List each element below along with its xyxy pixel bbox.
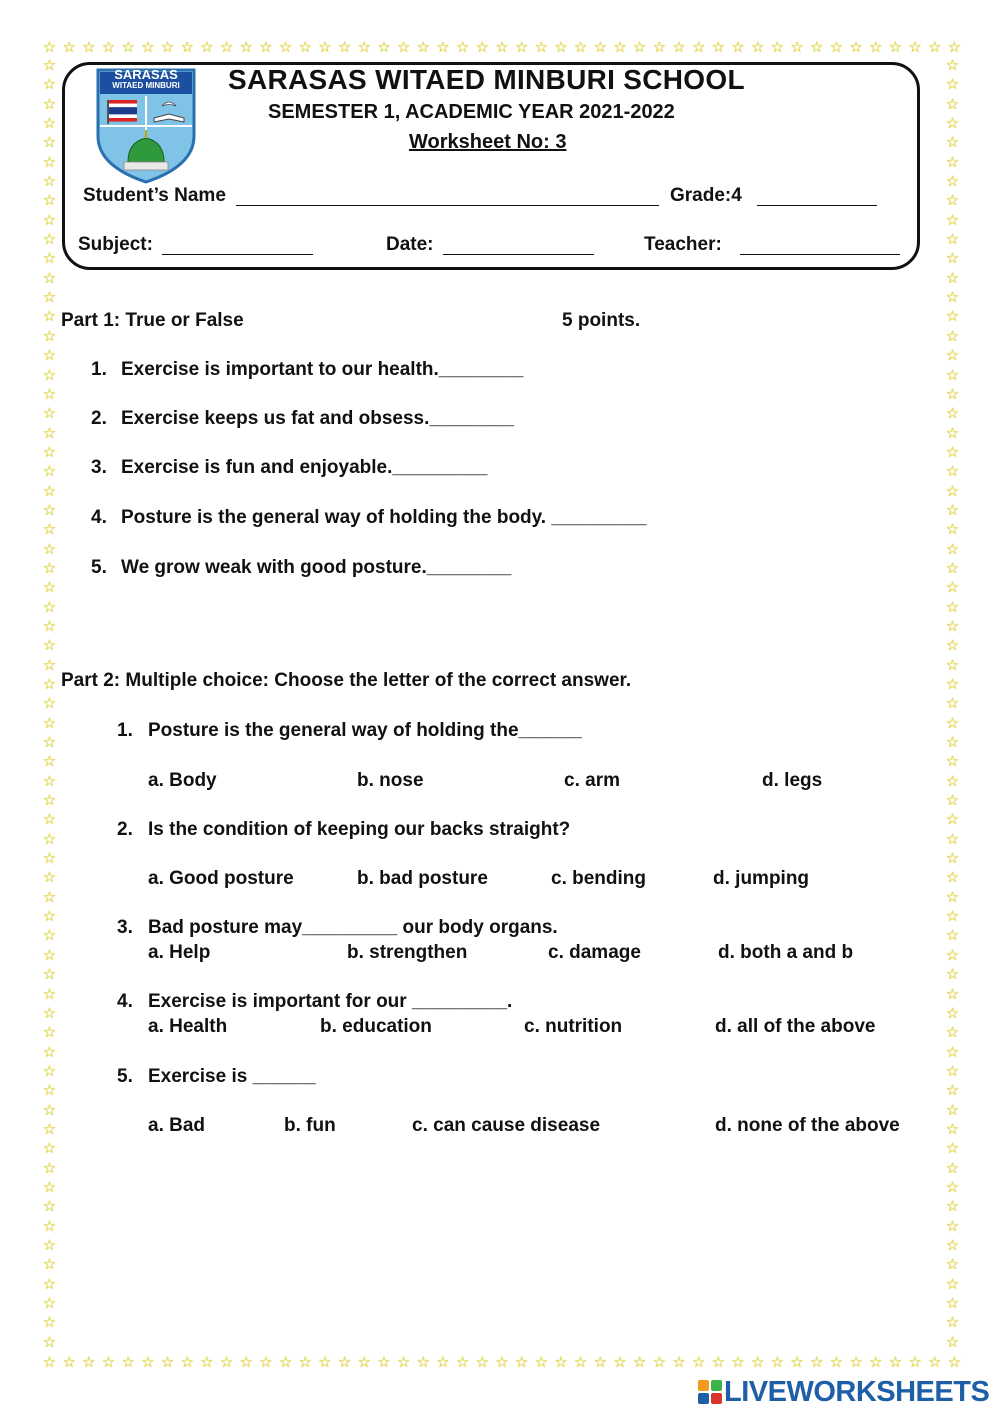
star-icon: ☆ [711, 1353, 726, 1371]
star-icon: ☆ [298, 38, 312, 56]
star-icon: ☆ [42, 733, 57, 752]
star-icon: ☆ [180, 38, 194, 56]
star-icon: ☆ [711, 38, 726, 56]
star-icon: ☆ [945, 1216, 960, 1235]
star-icon: ☆ [945, 326, 960, 345]
star-icon: ☆ [42, 75, 57, 94]
star-icon: ☆ [652, 1353, 667, 1371]
star-icon: ☆ [42, 172, 57, 191]
star-icon: ☆ [945, 1235, 960, 1254]
star-icon: ☆ [180, 1353, 194, 1371]
star-icon: ☆ [42, 423, 57, 442]
star-icon: ☆ [945, 307, 960, 326]
star-icon: ☆ [337, 38, 352, 56]
star-icon: ☆ [42, 539, 57, 558]
star-icon: ☆ [42, 1235, 57, 1254]
star-icon: ☆ [416, 38, 430, 56]
option-b[interactable]: b. bad posture [357, 868, 488, 889]
star-icon: ☆ [809, 38, 824, 56]
star-icon: ☆ [945, 868, 960, 887]
star-icon: ☆ [945, 230, 960, 249]
star-icon: ☆ [945, 1023, 960, 1042]
star-icon: ☆ [42, 1023, 57, 1042]
star-icon: ☆ [945, 675, 960, 693]
star-icon: ☆ [945, 94, 960, 113]
star-icon: ☆ [945, 172, 960, 191]
star-icon: ☆ [945, 133, 960, 152]
star-icon: ☆ [613, 38, 627, 56]
star-icon: ☆ [42, 1119, 57, 1138]
question-text: Is the condition of keeping our backs straight? [148, 819, 571, 840]
star-icon: ☆ [945, 1197, 960, 1216]
star-border-right [945, 58, 960, 1350]
star-icon: ☆ [42, 307, 57, 326]
star-icon: ☆ [945, 1294, 960, 1312]
option-d[interactable]: d. none of the above [715, 1115, 900, 1136]
star-icon: ☆ [593, 38, 608, 56]
option-b[interactable]: b. education [320, 1016, 432, 1037]
star-icon: ☆ [534, 1353, 549, 1371]
option-d[interactable]: d. legs [762, 770, 823, 791]
star-icon: ☆ [42, 230, 57, 249]
star-icon: ☆ [945, 539, 960, 558]
star-icon: ☆ [396, 1353, 411, 1371]
star-icon: ☆ [239, 1353, 253, 1371]
star-icon: ☆ [42, 578, 57, 597]
star-icon: ☆ [928, 38, 942, 56]
star-icon: ☆ [42, 1081, 57, 1100]
star-icon: ☆ [945, 1332, 960, 1351]
date-label: Date: [386, 234, 434, 255]
star-icon: ☆ [945, 1061, 960, 1080]
option-a[interactable]: a. Help [148, 942, 211, 963]
star-icon: ☆ [945, 152, 960, 171]
star-icon: ☆ [945, 1177, 960, 1196]
star-icon: ☆ [42, 1255, 57, 1274]
star-icon: ☆ [42, 752, 57, 771]
star-icon: ☆ [945, 733, 960, 752]
student-name-line[interactable] [236, 205, 659, 206]
star-icon: ☆ [42, 1158, 57, 1177]
star-icon: ☆ [908, 38, 922, 56]
star-icon: ☆ [829, 38, 844, 56]
star-icon: ☆ [945, 210, 960, 229]
star-icon: ☆ [42, 887, 57, 906]
star-icon: ☆ [945, 1119, 960, 1138]
star-icon: ☆ [42, 346, 57, 365]
grade-label: Grade:4 [670, 185, 742, 206]
star-icon: ☆ [945, 384, 960, 403]
star-icon: ☆ [790, 1353, 804, 1371]
star-icon: ☆ [790, 38, 804, 56]
part1-item-number: 5. [91, 557, 107, 578]
star-icon: ☆ [259, 1353, 273, 1371]
star-icon: ☆ [945, 984, 960, 1003]
option-c[interactable]: c. damage [548, 942, 641, 963]
star-icon: ☆ [62, 38, 76, 56]
star-icon: ☆ [101, 38, 116, 56]
star-icon: ☆ [888, 1353, 903, 1371]
star-icon: ☆ [632, 38, 647, 56]
star-icon: ☆ [239, 38, 253, 56]
option-b[interactable]: b. strengthen [347, 942, 468, 963]
option-c[interactable]: c. nutrition [524, 1016, 623, 1037]
star-icon: ☆ [377, 38, 391, 56]
star-icon: ☆ [514, 1353, 529, 1371]
star-icon: ☆ [42, 771, 57, 790]
star-icon: ☆ [691, 1353, 706, 1371]
star-icon: ☆ [42, 1294, 57, 1312]
star-icon: ☆ [121, 38, 135, 56]
student-name-label: Student’s Name [83, 185, 226, 206]
star-icon: ☆ [42, 462, 57, 481]
star-icon: ☆ [200, 38, 214, 56]
star-icon: ☆ [42, 481, 57, 500]
part1-item-number: 3. [91, 457, 107, 478]
star-icon: ☆ [42, 849, 57, 868]
star-icon: ☆ [259, 38, 273, 56]
star-icon: ☆ [42, 616, 57, 635]
star-icon: ☆ [42, 965, 57, 984]
star-icon: ☆ [945, 1274, 960, 1293]
star-icon: ☆ [945, 752, 960, 771]
teacher-label: Teacher: [644, 234, 722, 255]
star-icon: ☆ [945, 945, 960, 964]
star-icon: ☆ [42, 829, 57, 848]
option-a[interactable]: a. Body [148, 770, 217, 791]
star-icon: ☆ [945, 500, 960, 519]
star-icon: ☆ [945, 1003, 960, 1022]
star-icon: ☆ [691, 38, 706, 56]
star-icon: ☆ [42, 1274, 57, 1293]
star-icon: ☆ [42, 558, 57, 577]
star-icon: ☆ [42, 1100, 57, 1119]
option-c[interactable]: c. bending [551, 868, 646, 889]
star-icon: ☆ [42, 326, 57, 345]
option-c[interactable]: c. arm [564, 770, 620, 791]
star-icon: ☆ [42, 38, 57, 56]
part1-item-number: 2. [91, 408, 107, 429]
star-icon: ☆ [945, 694, 960, 713]
star-icon: ☆ [42, 500, 57, 519]
star-icon: ☆ [42, 713, 57, 732]
star-icon: ☆ [495, 38, 509, 56]
star-icon: ☆ [888, 38, 903, 56]
star-icon: ☆ [42, 365, 57, 384]
star-icon: ☆ [947, 38, 962, 56]
question-number: 2. [117, 819, 133, 840]
part1-item-text: Exercise is important to our health.________ [121, 359, 524, 380]
question-text: Bad posture may_________ our body organs. [148, 917, 558, 938]
star-icon: ☆ [42, 249, 57, 268]
star-icon: ☆ [42, 94, 57, 113]
star-icon: ☆ [770, 1353, 785, 1371]
star-icon: ☆ [42, 191, 57, 210]
liveworksheets-wordmark[interactable]: LIVEWORKSHEETS [724, 1376, 990, 1408]
star-icon: ☆ [731, 38, 745, 56]
star-icon: ☆ [534, 38, 549, 56]
star-icon: ☆ [750, 1353, 765, 1371]
star-icon: ☆ [42, 675, 57, 693]
star-icon: ☆ [945, 1139, 960, 1158]
star-border-bottom [42, 1355, 962, 1370]
star-icon: ☆ [945, 365, 960, 384]
star-icon: ☆ [945, 829, 960, 848]
star-icon: ☆ [436, 1353, 450, 1371]
star-icon: ☆ [42, 791, 57, 810]
star-icon: ☆ [731, 1353, 745, 1371]
star-icon: ☆ [750, 38, 765, 56]
part1-item-number: 1. [91, 359, 107, 380]
star-icon: ☆ [945, 191, 960, 210]
star-icon: ☆ [42, 152, 57, 171]
star-icon: ☆ [42, 926, 57, 945]
star-icon: ☆ [945, 1255, 960, 1274]
star-icon: ☆ [908, 1353, 922, 1371]
star-icon: ☆ [298, 1353, 312, 1371]
star-icon: ☆ [945, 926, 960, 945]
part1-item-text: Exercise keeps us fat and obsess.________ [121, 408, 514, 429]
star-icon: ☆ [42, 114, 57, 133]
star-icon: ☆ [42, 945, 57, 964]
star-icon: ☆ [945, 907, 960, 926]
star-icon: ☆ [219, 1353, 234, 1371]
question-text: Exercise is ______ [148, 1066, 316, 1087]
star-icon: ☆ [62, 1353, 76, 1371]
option-a[interactable]: a. Bad [148, 1115, 206, 1136]
star-icon: ☆ [554, 1353, 568, 1371]
star-icon: ☆ [42, 810, 57, 829]
subject-line[interactable] [162, 254, 313, 255]
star-icon: ☆ [42, 694, 57, 713]
star-icon: ☆ [42, 442, 57, 461]
school-name: SARASAS WITAED MINBURI SCHOOL [228, 64, 745, 95]
star-icon: ☆ [945, 1042, 960, 1061]
star-icon: ☆ [652, 38, 667, 56]
star-icon: ☆ [868, 38, 883, 56]
question-text: Posture is the general way of holding the______ [148, 720, 582, 741]
star-icon: ☆ [42, 1061, 57, 1080]
star-icon: ☆ [945, 655, 960, 674]
option-a[interactable]: a. Health [148, 1016, 228, 1037]
star-border-top [42, 40, 962, 55]
star-icon: ☆ [396, 38, 411, 56]
option-d[interactable]: d. jumping [713, 868, 810, 889]
star-icon: ☆ [475, 1353, 489, 1371]
option-d[interactable]: d. all of the above [715, 1016, 876, 1037]
star-icon: ☆ [809, 1353, 824, 1371]
star-icon: ☆ [357, 1353, 371, 1371]
question-number: 3. [117, 917, 133, 938]
star-icon: ☆ [945, 578, 960, 597]
star-icon: ☆ [42, 288, 57, 307]
star-icon: ☆ [278, 38, 293, 56]
semester-line: SEMESTER 1, ACADEMIC YEAR 2021-2022 [268, 101, 675, 123]
star-icon: ☆ [121, 1353, 135, 1371]
star-icon: ☆ [436, 38, 450, 56]
logo-text-line2: WITAED MINBURI [112, 81, 180, 90]
option-b[interactable]: b. fun [284, 1115, 336, 1136]
star-icon: ☆ [945, 636, 960, 655]
star-icon: ☆ [672, 1353, 686, 1371]
question-number: 5. [117, 1066, 133, 1087]
star-icon: ☆ [945, 520, 960, 539]
logo-text-line1: SARASAS [114, 67, 178, 82]
star-icon: ☆ [945, 423, 960, 442]
option-b[interactable]: b. nose [357, 770, 424, 791]
worksheet-number: Worksheet No: 3 [409, 131, 567, 153]
star-icon: ☆ [416, 1353, 430, 1371]
star-icon: ☆ [945, 1313, 960, 1332]
star-icon: ☆ [377, 1353, 391, 1371]
star-icon: ☆ [947, 1353, 962, 1371]
star-icon: ☆ [945, 791, 960, 810]
star-icon: ☆ [945, 346, 960, 365]
star-icon: ☆ [495, 1353, 509, 1371]
star-icon: ☆ [632, 1353, 647, 1371]
star-icon: ☆ [945, 462, 960, 481]
star-icon: ☆ [42, 636, 57, 655]
star-icon: ☆ [829, 1353, 844, 1371]
star-icon: ☆ [849, 1353, 863, 1371]
star-icon: ☆ [945, 616, 960, 635]
star-icon: ☆ [945, 288, 960, 307]
part1-item-text: Posture is the general way of holding the body. _________ [121, 507, 647, 528]
star-icon: ☆ [945, 442, 960, 461]
star-icon: ☆ [770, 38, 785, 56]
star-icon: ☆ [42, 268, 57, 287]
star-icon: ☆ [42, 520, 57, 539]
star-icon: ☆ [945, 481, 960, 500]
star-icon: ☆ [42, 384, 57, 403]
star-icon: ☆ [945, 268, 960, 287]
star-icon: ☆ [337, 1353, 352, 1371]
star-icon: ☆ [945, 965, 960, 984]
star-icon: ☆ [455, 1353, 470, 1371]
star-icon: ☆ [573, 38, 588, 56]
star-icon: ☆ [42, 56, 57, 74]
star-icon: ☆ [42, 133, 57, 152]
star-icon: ☆ [573, 1353, 588, 1371]
star-icon: ☆ [160, 38, 175, 56]
star-icon: ☆ [945, 75, 960, 94]
star-icon: ☆ [357, 38, 371, 56]
star-icon: ☆ [42, 597, 57, 616]
star-icon: ☆ [868, 1353, 883, 1371]
star-icon: ☆ [42, 984, 57, 1003]
star-icon: ☆ [945, 849, 960, 868]
star-icon: ☆ [849, 38, 863, 56]
star-icon: ☆ [101, 1353, 116, 1371]
star-icon: ☆ [514, 38, 529, 56]
star-icon: ☆ [945, 1081, 960, 1100]
star-icon: ☆ [200, 1353, 214, 1371]
question-number: 4. [117, 991, 133, 1012]
star-icon: ☆ [42, 404, 57, 423]
subject-label: Subject: [78, 234, 153, 255]
star-icon: ☆ [945, 1158, 960, 1177]
star-icon: ☆ [42, 1042, 57, 1061]
star-icon: ☆ [160, 1353, 175, 1371]
star-icon: ☆ [42, 1332, 57, 1351]
star-icon: ☆ [141, 38, 155, 56]
grade-line[interactable] [757, 205, 877, 206]
star-icon: ☆ [141, 1353, 155, 1371]
star-icon: ☆ [613, 1353, 627, 1371]
liveworksheets-logo-icon [697, 1379, 723, 1405]
star-icon: ☆ [475, 38, 489, 56]
option-c[interactable]: c. can cause disease [412, 1115, 601, 1136]
star-icon: ☆ [945, 1100, 960, 1119]
question-number: 1. [117, 720, 133, 741]
part1-item-text: We grow weak with good posture.________ [121, 557, 512, 578]
star-icon: ☆ [593, 1353, 608, 1371]
option-d[interactable]: d. both a and b [718, 942, 854, 963]
star-icon: ☆ [945, 56, 960, 74]
star-icon: ☆ [42, 1177, 57, 1196]
star-icon: ☆ [42, 1216, 57, 1235]
part2-title: Part 2: Multiple choice: Choose the letter of the correct answer. [61, 670, 632, 691]
star-icon: ☆ [945, 404, 960, 423]
star-icon: ☆ [219, 38, 234, 56]
part1-item-number: 4. [91, 507, 107, 528]
star-icon: ☆ [82, 38, 96, 56]
part1-item-text: Exercise is fun and enjoyable._________ [121, 457, 488, 478]
star-icon: ☆ [928, 1353, 942, 1371]
star-icon: ☆ [945, 771, 960, 790]
star-icon: ☆ [945, 558, 960, 577]
star-icon: ☆ [42, 907, 57, 926]
star-icon: ☆ [945, 810, 960, 829]
star-icon: ☆ [42, 210, 57, 229]
star-icon: ☆ [945, 597, 960, 616]
star-icon: ☆ [42, 655, 57, 674]
star-icon: ☆ [945, 249, 960, 268]
star-icon: ☆ [672, 38, 686, 56]
star-icon: ☆ [318, 1353, 332, 1371]
star-icon: ☆ [318, 38, 332, 56]
star-icon: ☆ [945, 887, 960, 906]
star-icon: ☆ [455, 38, 470, 56]
star-icon: ☆ [42, 868, 57, 887]
part1-points: 5 points. [562, 310, 641, 331]
star-icon: ☆ [42, 1003, 57, 1022]
star-icon: ☆ [42, 1313, 57, 1332]
option-a[interactable]: a. Good posture [148, 868, 294, 889]
date-line[interactable] [443, 254, 594, 255]
star-icon: ☆ [42, 1197, 57, 1216]
star-icon: ☆ [42, 1353, 57, 1371]
question-text: Exercise is important for our _________. [148, 991, 513, 1012]
star-icon: ☆ [554, 38, 568, 56]
star-icon: ☆ [42, 1139, 57, 1158]
star-border-left [42, 58, 57, 1350]
star-icon: ☆ [278, 1353, 293, 1371]
star-icon: ☆ [82, 1353, 96, 1371]
star-icon: ☆ [945, 713, 960, 732]
part1-title: Part 1: True or False [61, 310, 244, 331]
teacher-line[interactable] [740, 254, 900, 255]
star-icon: ☆ [945, 114, 960, 133]
